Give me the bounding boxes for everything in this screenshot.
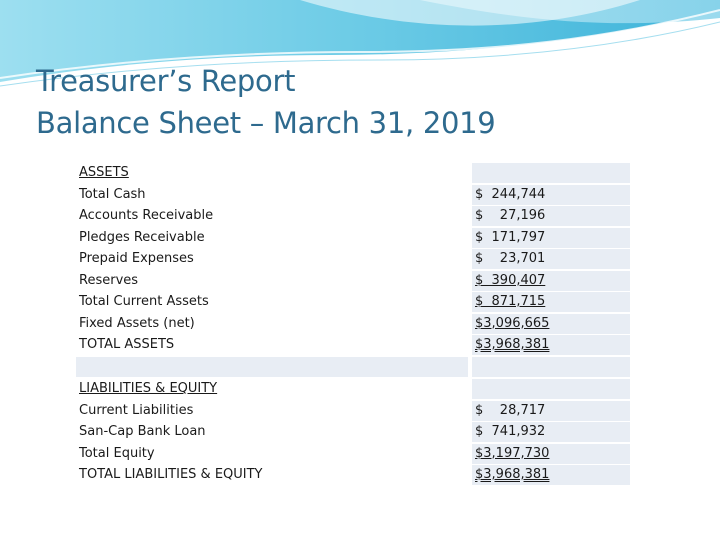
spacer-row — [76, 357, 631, 379]
row-label: Prepaid Expenses — [79, 251, 194, 266]
table-row — [76, 185, 631, 207]
row-label: TOTAL LIABILITIES & EQUITY — [79, 467, 263, 482]
table-row — [76, 228, 631, 250]
page-title-line-2: Balance Sheet – March 31, 2019 — [36, 106, 496, 140]
row-label: Total Current Assets — [79, 294, 209, 309]
row-label: San-Cap Bank Loan — [79, 424, 206, 439]
row-value: $3,968,381 — [472, 335, 630, 355]
table-row — [76, 401, 631, 423]
table-row — [76, 422, 631, 444]
row-label: Total Cash — [79, 186, 146, 202]
table-row — [76, 444, 631, 466]
row-value: $ 871,715 — [472, 292, 630, 312]
row-label: Reserves — [79, 272, 139, 288]
assets-table — [76, 163, 631, 378]
row-label: Current Liabilities — [79, 402, 194, 418]
table-row — [76, 249, 631, 271]
table-row — [76, 314, 631, 336]
table-row — [76, 465, 631, 487]
row-value: $ 27,196 — [472, 206, 630, 226]
row-value: $ 741,932 — [472, 422, 630, 442]
liabilities-header: LIABILITIES & EQUITY — [79, 381, 218, 396]
row-value: $ 390,407 — [472, 271, 630, 291]
row-label: TOTAL ASSETS — [79, 337, 175, 352]
row-label: Fixed Assets (net) — [79, 315, 195, 331]
empty-cell — [76, 357, 468, 377]
row-value: $ 171,797 — [472, 228, 630, 248]
row-label: Accounts Receivable — [79, 208, 214, 223]
assets-header: ASSETS — [79, 165, 129, 180]
assets-header-row — [76, 163, 631, 185]
liabilities-table — [76, 379, 631, 487]
table-row — [76, 335, 631, 357]
table-row — [76, 271, 631, 293]
empty-cell — [472, 357, 630, 377]
empty-cell — [472, 163, 630, 183]
row-label: Total Equity — [79, 445, 155, 461]
page-title-line-1: Treasurer’s Report — [36, 64, 296, 98]
table-row — [76, 292, 631, 314]
row-value: $ 23,701 — [472, 249, 630, 269]
row-value: $ 28,717 — [472, 401, 630, 421]
row-value: $3,096,665 — [472, 314, 630, 334]
row-label: Pledges Receivable — [79, 229, 205, 245]
empty-cell — [472, 379, 630, 399]
liabilities-header-row — [76, 379, 631, 401]
row-value: $3,968,381 — [472, 465, 630, 485]
row-value: $ 244,744 — [472, 185, 630, 205]
table-row — [76, 206, 631, 228]
row-value: $3,197,730 — [472, 444, 630, 464]
